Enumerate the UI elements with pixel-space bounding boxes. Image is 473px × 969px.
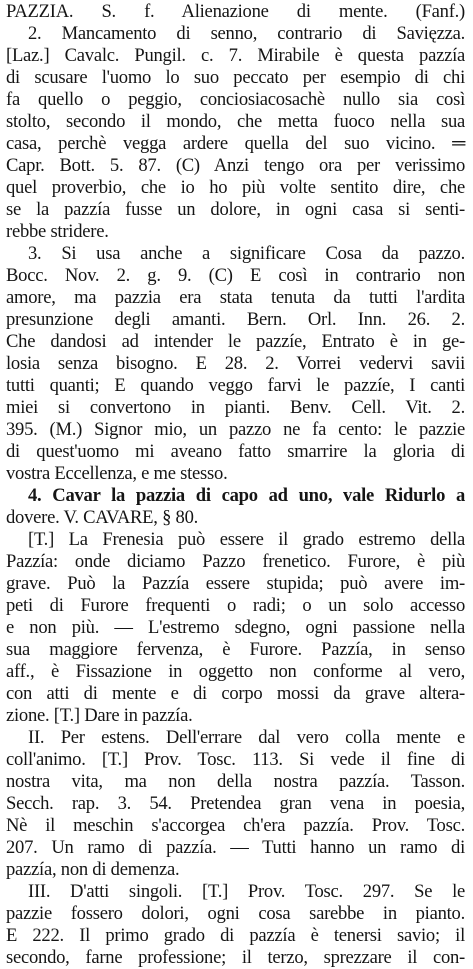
entry-line: sua maggiore fervenza, è Furore. Pazzía, in senso xyxy=(6,639,465,660)
entry-line: Secch. rap. 3. 54. Pretendea gran vena in poesia, xyxy=(6,793,465,814)
entry-line: Bocc. Nov. 2. g. 9. (C) E così in contrario non xyxy=(6,265,465,286)
entry-line: III. D'atti singoli. [T.] Prov. Tosc. 297. Se le xyxy=(28,881,465,902)
entry-line: stolto, secondo il mondo, che metta fuoco nella sua xyxy=(6,111,465,132)
entry-line: nostra vita, ma non della nostra pazzía. Tasson. xyxy=(6,771,465,792)
entry-line: 4. Cavar la pazzia di capo ad uno, vale Ridurlo a xyxy=(28,485,465,506)
entry-line: Nè il meschin s'accorgea ch'era pazzía. Prov. Tosc. xyxy=(6,815,465,836)
entry-line: amore, ma pazzia era stata tenuta da tutti l'ardita xyxy=(6,287,465,308)
entry-line: losia senza bisogno. E 28. 2. Vorrei vedervi savii xyxy=(6,353,465,374)
entry-line: tutti quanti; E quando veggo farvi le pazzíe, I canti xyxy=(6,375,465,396)
entry-line: e non più. — L'estremo sdegno, ogni passione nella xyxy=(6,617,465,638)
entry-line: presunzione degli amanti. Bern. Orl. Inn. 26. 2. xyxy=(6,309,465,330)
entry-line-headword: PAZZIA. S. f. Alienazione di mente. (Fanf.) xyxy=(6,1,465,22)
entry-line: [Laz.] Cavalc. Pungil. c. 7. Mirabile è questa pazzía xyxy=(6,45,465,66)
entry-line: casa, perchè vegga ardere quella del suo vicino. ═ xyxy=(6,133,465,154)
entry-line: Che dandosi ad intender le pazzíe, Entrato è in ge- xyxy=(6,331,465,352)
entry-line: miei si convertono in pianti. Benv. Cell. Vit. 2. xyxy=(6,397,465,418)
entry-line: di quest'uomo mi aveano fatto smarrire la gloria di xyxy=(6,441,465,462)
entry-line: [T.] La Frenesia può essere il grado estremo della xyxy=(28,529,465,550)
entry-line: pazzía, non di demenza. xyxy=(6,859,180,880)
entry-line: Pazzía: onde diciamo Pazzo frenetico. Furore, è più xyxy=(6,551,465,572)
entry-line: Capr. Bott. 5. 87. (C) Anzi tengo ora per verissimo xyxy=(6,155,465,176)
entry-line: 3. Si usa anche a significare Cosa da pazzo. xyxy=(28,243,465,264)
entry-line: rebbe stridere. xyxy=(6,221,109,242)
entry-line: peti di Furore frequenti o radi; o un solo accesso xyxy=(6,595,465,616)
entry-line: di scusare l'uomo lo suo peccato per esempio di chi xyxy=(6,67,465,88)
entry-line: se la pazzía fusse un dolore, in ogni casa si senti- xyxy=(6,199,465,220)
entry-line: 207. Un ramo di pazzía. — Tutti hanno un ramo di xyxy=(6,837,465,858)
entry-line: aff., è Fissazione in oggetto non conforme al vero, xyxy=(6,661,465,682)
entry-line: 395. (M.) Signor mio, un pazzo ne fa cento: le pazzie xyxy=(6,419,465,440)
entry-line: grave. Può la Pazzía essere stupida; può avere im- xyxy=(6,573,465,594)
entry-line: secondo, farne professione; il terzo, sprezzare il con- xyxy=(6,947,465,968)
entry-line: fa quello o peggio, conciosiacosachè nullo sia così xyxy=(6,89,465,110)
entry-line: 2. Mancamento di senno, contrario di Savięzza. xyxy=(28,23,465,44)
entry-line: zione. [T.] Dare in pazzía. xyxy=(6,705,193,726)
entry-line: vostra Eccellenza, e me stesso. xyxy=(6,463,228,484)
entry-line: con atti di mente e di corpo mossi da grave altera- xyxy=(6,683,465,704)
entry-line: dovere. V. CAVARE, § 80. xyxy=(6,507,199,528)
entry-line: II. Per estens. Dell'errare dal vero colla mente e xyxy=(28,727,465,748)
entry-line: pazzie fossero dolori, ogni cosa sarebbe in pianto. xyxy=(6,903,465,924)
entry-line: coll'animo. [T.] Prov. Tosc. 113. Si vede il fine di xyxy=(6,749,465,770)
entry-line: quel proverbio, che io ho più volte sentito dire, che xyxy=(6,177,465,198)
entry-line: E 222. Il primo grado di pazzía è tenersi savio; il xyxy=(6,925,465,946)
